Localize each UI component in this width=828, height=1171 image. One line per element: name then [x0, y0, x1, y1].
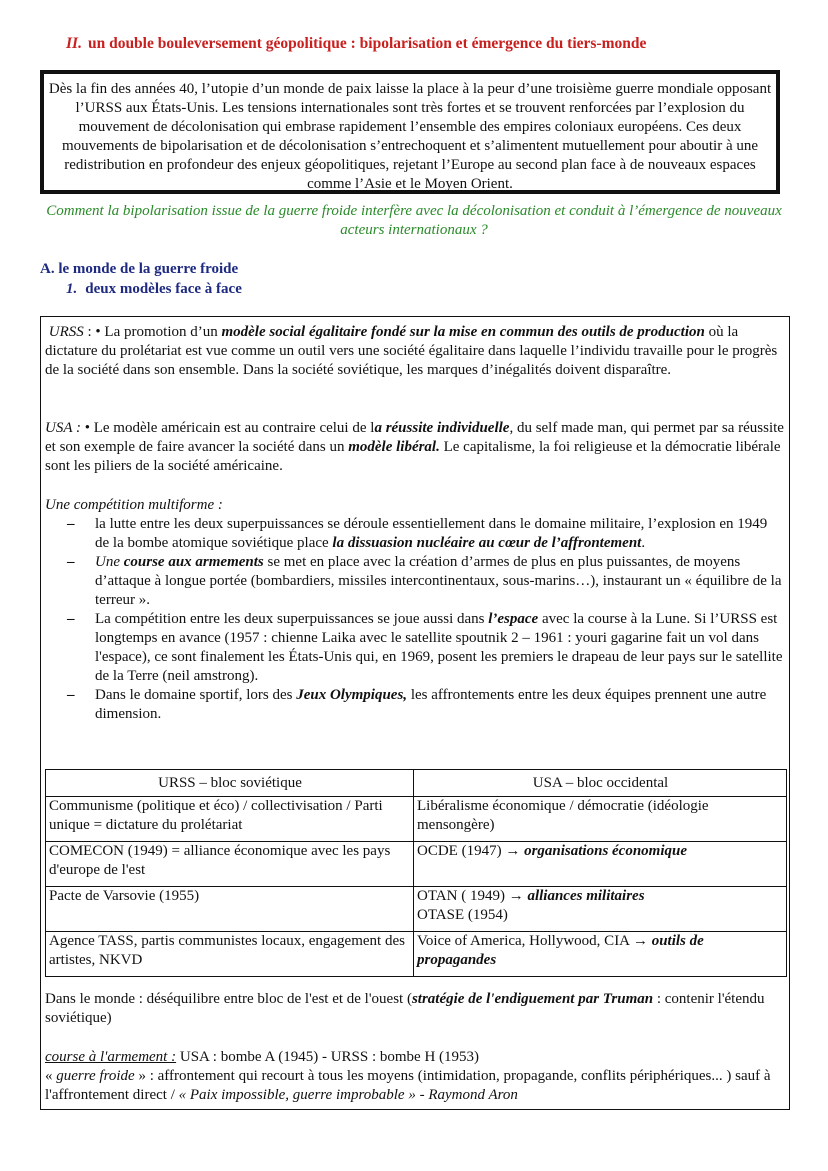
aron-quote: « Paix impossible, guerre improbable » - Raymond Aron — [178, 1087, 518, 1103]
item-text: les affrontements entre les deux équipes prennent une autre dimension. — [95, 687, 767, 722]
world-text-1: Dans le monde : déséquilibre entre bloc de l'est et de l'ouest ( — [45, 991, 412, 1007]
cold-war-text: « — [45, 1068, 57, 1084]
table-row — [46, 797, 787, 842]
dash-bullet: – — [67, 687, 75, 703]
item-emphasis: course aux armements — [123, 554, 264, 570]
intro-box — [40, 70, 780, 194]
usa-text-1: • Le modèle américain est au contraire celui de l — [80, 420, 375, 436]
item-text: La compétition entre les deux superpuissances se joue aussi dans — [95, 611, 489, 627]
table-header-urss: URSS – bloc soviétique — [46, 770, 414, 797]
arms-text: USA : bombe A (1945) - URSS : bombe H (1953) — [176, 1049, 480, 1065]
main-content-box — [40, 316, 790, 1110]
cell-text: Voice of America, Hollywood, CIA → — [417, 933, 652, 949]
dash-bullet: – — [67, 554, 75, 570]
subheading-1-number: 1. — [66, 281, 78, 297]
table-cell — [414, 842, 787, 887]
table-cell — [414, 887, 787, 932]
list-item — [45, 515, 785, 553]
usa-text-2: , du self made man, qui permet par sa réussite et son exemple de faire avancer la société dans un — [45, 420, 784, 455]
section-title-text: un double bouleversement géopolitique : bipolarisation et émergence du tiers-monde — [87, 35, 647, 52]
competition-heading-text: Une compétition multiforme : — [45, 497, 223, 513]
table-cell: Agence TASS, partis communistes locaux, engagement des artistes, NKVD — [46, 932, 414, 977]
urss-emphasis: modèle social égalitaire fondé sur la mise en commun des outils de production — [221, 324, 705, 340]
table-row — [46, 842, 787, 887]
cold-war-paragraph — [45, 1067, 785, 1105]
arms-label: course à l'armement : — [45, 1049, 177, 1065]
list-item — [45, 686, 785, 724]
urss-label: URSS — [48, 324, 84, 340]
competition-list — [45, 515, 785, 724]
item-text: . — [641, 535, 646, 551]
usa-text-3: Le capitalisme, la foi religieuse et la démocratie libérale sont les piliers de la société américaine. — [45, 439, 781, 474]
item-text: se met en place avec la création d’armes de plus en plus puissantes, de moyens d’attaque à longue portée (bombardiers, missiles intercontinentaux, sous-marins…), instaurant un « équilibre de la terreur ». — [95, 554, 782, 608]
item-emphasis: la dissuasion nucléaire au cœur de l’affrontement — [332, 535, 642, 551]
table-cell: Pacte de Varsovie (1955) — [46, 887, 414, 932]
table-header-usa: USA – bloc occidental — [414, 770, 787, 797]
urss-text-2: où la dictature du prolétariat est vue comme un outil vers une société égalitaire dans laquelle l’individu travaille pour le progrès de la société dans son ensemble. Dans la société soviétique, les marques d’inégalités doivent disparaître. — [45, 324, 778, 378]
world-emphasis: stratégie de l'endiguement par Truman — [411, 991, 654, 1007]
table-cell: Communisme (politique et éco) / collectivisation / Parti unique = dictature du prolétariat — [46, 797, 414, 842]
usa-label: USA : — [45, 420, 81, 436]
intro-text: Dès la fin des années 40, l’utopie d’un monde de paix laisse la place à la peur d’une troisième guerre mondiale opposant l’URSS aux États-Unis. Les tensions internationales sont très fortes et se trouvent renforcées par l’explosion du mouvement de décolonisation qui embrase rapidement l’ensemble des empires coloniaux européens. Ces deux mouvements de bipolarisation et de décolonisation s’entrechoquent et s’alimentent mutuellement pour aboutir à une redistribution en profondeur des enjeux géopolitiques, rejetant l’Europe au second plan face à de nouveaux espaces comme l’Asie et le Moyen Orient. — [48, 81, 772, 192]
urss-paragraph — [45, 323, 785, 380]
table-cell — [414, 797, 787, 842]
subheading-1 — [66, 280, 242, 299]
cell-emphasis: alliances militaires — [527, 888, 645, 904]
competition-heading — [45, 496, 785, 515]
item-text: la lutte entre les deux superpuissances se déroule essentiellement dans le domaine militaire, l’explosion en 1949 de la bombe atomique soviétique place — [95, 516, 768, 551]
list-item — [45, 553, 785, 610]
cell-text: Libéralisme économique / démocratie (idéologie mensongère) — [417, 798, 709, 833]
cell-emphasis: outils de propagandes — [417, 933, 704, 968]
world-text-2: : contenir l'étendu soviétique) — [45, 991, 765, 1026]
table-cell: COMECON (1949) = alliance économique avec les pays d'europe de l'est — [46, 842, 414, 887]
arms-paragraph — [45, 1048, 785, 1067]
comparison-table — [45, 769, 787, 977]
subheading-a: A. le monde de la guerre froide — [40, 261, 239, 277]
usa-paragraph — [45, 419, 785, 476]
table-cell — [414, 932, 787, 977]
table-row — [46, 887, 787, 932]
dash-bullet: – — [67, 611, 75, 627]
cell-text: OTAN ( 1949) → — [417, 888, 528, 904]
problem-question: Comment la bipolarisation issue de la guerre froide interfère avec la décolonisation et conduit à l’émergence de nouveaux acteurs internationaux ? — [46, 203, 782, 238]
item-italic: Une — [95, 554, 124, 570]
item-emphasis: l’espace — [488, 611, 539, 627]
section-title — [66, 34, 786, 53]
cell-emphasis: organisations économique — [524, 843, 688, 859]
section-number: II. — [66, 35, 82, 52]
cold-war-text: » : affrontement qui recourt à tous les moyens (intimidation, propagande, conflits périphériques... ) sauf à l'affrontement direct / — [45, 1068, 771, 1103]
usa-emphasis-2: modèle libéral. — [348, 439, 440, 455]
subheading-1-title: deux modèles face à face — [85, 281, 242, 297]
list-item — [45, 610, 785, 686]
table-row — [46, 932, 787, 977]
item-text: avec la course à la Lune. Si l’URSS est longtemps en avance (1957 : chienne Laika avec le satellite spoutnik 2 – 1961 : youri gagarine fait un vol dans l'espace), ce sont finalement les États-Unis qui, en 1969, posent les premiers le drapeau de leur pays sur le satellite de la Terre (neil amstrong). — [95, 611, 783, 684]
dash-bullet: – — [67, 516, 75, 532]
cell-text: OCDE (1947) → — [417, 843, 525, 859]
usa-emphasis-1: a réussite individuelle — [374, 420, 510, 436]
world-paragraph — [45, 990, 785, 1028]
cell-text: OTASE (1954) — [417, 907, 508, 923]
item-emphasis: Jeux Olympiques, — [296, 687, 408, 703]
cold-war-italic: guerre froide — [56, 1068, 135, 1084]
item-text: Dans le domaine sportif, lors des — [95, 687, 297, 703]
urss-text-1: : • La promotion d’un — [83, 324, 222, 340]
